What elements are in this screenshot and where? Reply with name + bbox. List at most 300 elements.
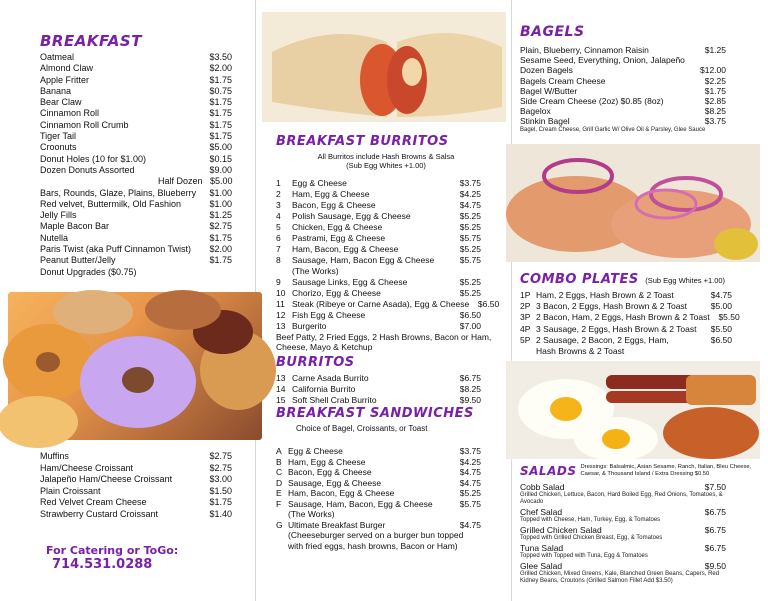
menu-item-row (40, 154, 232, 165)
menu-item-desc: Topped with Cheese, Ham, Turkey, Egg, & Tomatoes (520, 517, 661, 523)
menu-item-label: Ham, 2 Eggs, Hash Brown & 2 Toast (536, 290, 674, 300)
combo-item-5-cont: Hash Browns & 2 Toast (536, 346, 625, 357)
menu-item-price: $1.75 (209, 497, 232, 508)
menu-item-row (40, 199, 232, 210)
menu-item-name (520, 65, 573, 75)
combo-header (520, 270, 725, 288)
menu-item-name (520, 96, 664, 106)
bagels-list (520, 45, 726, 127)
menu-item-name (40, 131, 76, 142)
menu-item-label: Jalapeño Ham/Cheese Croissant (40, 474, 173, 485)
menu-item-name (40, 154, 146, 165)
breakfast-burritos-list (276, 178, 500, 352)
menu-item-name (276, 321, 327, 332)
menu-item-label: Egg & Cheese (288, 446, 343, 456)
menu-item-price: $7.00 (459, 321, 481, 331)
menu-item-label: Bear Claw (40, 97, 82, 108)
menu-item-label: Ham, Egg & Cheese (288, 456, 366, 467)
menu-item-price: $1.40 (209, 508, 232, 519)
menu-item-label: Nutella (40, 232, 69, 243)
menu-item-label: Muffins (40, 451, 69, 461)
menu-item-name (40, 486, 101, 498)
menu-item-label: California Burrito (292, 384, 356, 394)
menu-item-row (276, 233, 481, 244)
menu-item-row (40, 165, 232, 176)
menu-item-desc: Topped with Grilled Chicken Breast, Egg, & Tomatoes (520, 535, 663, 541)
menu-item-name (520, 86, 577, 96)
menu-item-number: E (276, 488, 282, 498)
menu-item-price: $2.75 (209, 221, 232, 232)
menu-item-name (520, 301, 687, 312)
menu-item-name (40, 63, 93, 74)
menu-item-label: Tuna Salad (520, 543, 564, 553)
menu-item-name (40, 199, 181, 210)
menu-item-row (276, 384, 481, 395)
menu-item-row (276, 446, 481, 457)
menu-item-label: Half Dozen (158, 176, 203, 187)
menu-item-price: $2.85 (704, 96, 726, 107)
menu-item-price: $3.00 (209, 474, 232, 485)
menu-item-price (451, 509, 481, 520)
menu-item-label: Ham/Cheese Croissant (40, 462, 134, 473)
menu-item-price: $6.50 (459, 310, 481, 320)
menu-item-number: 14 (276, 384, 286, 394)
menu-item-row (40, 142, 232, 153)
menu-item-row (276, 509, 481, 520)
menu-item-price (451, 266, 481, 277)
menu-item-label: Dozen Donuts Assorted (40, 164, 135, 175)
breakfast-heading: BREAKFAST (40, 32, 142, 50)
menu-item-price: $9.50 (704, 561, 726, 571)
menu-item-row (276, 310, 481, 321)
menu-item-price: $5.75 (459, 498, 481, 509)
menu-item-number: B (276, 456, 282, 467)
menu-item-price: $1.50 (209, 485, 232, 496)
menu-item-label: Tiger Tail (40, 131, 77, 142)
menu-item-price: $6.75 (704, 507, 726, 517)
menu-item-row (276, 299, 500, 310)
burritos-note-2: (Sub Egg Whites +1.00) (346, 161, 426, 170)
menu-item-label: Chorizo, Egg & Cheese (292, 288, 381, 298)
menu-item-price: $2.75 (209, 451, 232, 461)
menu-item-row (276, 321, 481, 332)
menu-item-label: 3 Sausage, 2 Eggs, Hash Brown & 2 Toast (536, 323, 697, 334)
combo-photo (506, 361, 760, 459)
menu-item-price: $5.25 (459, 244, 481, 254)
menu-item-label: Sausage, Ham, Bacon, Egg & Cheese (288, 498, 433, 509)
middle-panel (256, 0, 512, 601)
menu-item-label: Plain Croissant (40, 485, 101, 496)
menu-item-price: $1.75 (209, 131, 232, 142)
menu-item-row (276, 189, 481, 200)
menu-item-number: G (276, 519, 283, 530)
menu-item-label: Croonuts (40, 142, 77, 153)
menu-item-name (520, 525, 602, 535)
menu-item-price: $4.25 (459, 189, 481, 199)
menu-item-label: Donut Upgrades ($0.75) (40, 266, 137, 277)
salads-dressings: Dressings: Balsalmic, Asian Sesame, Ranch, Italian, Bleu Cheese, Caesar, & Thousand Island / Extra Dressing $0.50 (580, 464, 752, 477)
menu-item-label: Side Cream Cheese (2oz) $0.85 (8oz) (520, 96, 664, 107)
salads-header (520, 464, 752, 478)
menu-item-label: Paris Twist (aka Puff Cinnamon Twist) (40, 244, 192, 255)
menu-item-label: Maple Bacon Bar (40, 221, 110, 232)
menu-item-row (40, 188, 232, 199)
catering-phone[interactable]: 714.531.0288 (52, 557, 153, 572)
menu-item-row (40, 497, 232, 509)
menu-item-row (276, 200, 481, 211)
menu-item-name (520, 55, 685, 65)
menu-item-desc: Topped with Topped with Tuna, Egg & Tomatoes (520, 553, 648, 559)
menu-item-label: Soft Shell Crab Burrito (292, 395, 377, 405)
menu-item-name (40, 497, 147, 509)
menu-item-label: Chef Salad (520, 507, 563, 517)
salads-heading: SALADS (520, 464, 577, 478)
menu-item-name (276, 395, 377, 406)
menu-item-row (40, 451, 232, 463)
menu-item-number: 5 (276, 222, 281, 232)
menu-item-row (520, 96, 726, 106)
menu-item-number: 4 (276, 211, 281, 221)
menu-item-name (40, 244, 191, 255)
menu-item-name (276, 467, 372, 478)
menu-item-name (276, 499, 433, 510)
menu-item-price: $1.75 (209, 119, 232, 130)
menu-item-name (40, 474, 172, 486)
menu-item-number: 2 (276, 189, 281, 199)
menu-item-label: Glee Salad (520, 561, 563, 571)
menu-item-row (276, 244, 481, 255)
menu-item-number: 11 (276, 299, 285, 309)
combo-note: (Sub Egg Whites +1.00) (645, 276, 726, 285)
menu-item-row (40, 233, 232, 244)
menu-item-row (40, 255, 232, 266)
menu-item-number: 6 (276, 233, 281, 243)
menu-item-label: Strawberry Custard Croissant (40, 508, 159, 519)
right-panel (512, 0, 768, 601)
menu-item-name (40, 451, 69, 463)
sandwiches-list (276, 446, 481, 551)
menu-item-row (276, 255, 481, 266)
menu-item-name (40, 86, 71, 97)
menu-item-number: 13 (276, 321, 286, 331)
menu-item-label: Steak (Ribeye or Carne Asada), Egg & Cheese (292, 299, 470, 309)
menu-item-row (40, 75, 232, 86)
menu-item-label: Plain, Blueberry, Cinnamon Raisin (520, 45, 649, 55)
menu-item-row (40, 210, 232, 221)
menu-item-price: $9.50 (459, 395, 481, 405)
menu-item-price: $1.75 (704, 85, 726, 96)
menu-item-name (276, 488, 394, 499)
menu-item-row (276, 178, 481, 189)
burrito-photo (262, 12, 506, 122)
menu-item-price (202, 267, 232, 278)
menu-item-row (520, 86, 726, 96)
menu-item-label: 2 Bacon, Ham, 2 Eggs, Hash Brown & 2 Toast (536, 312, 710, 323)
menu-item-name (520, 543, 563, 553)
menu-item-name (520, 290, 674, 301)
menu-item-name (276, 211, 411, 222)
left-panel (0, 0, 255, 601)
menu-item-price: $1.00 (209, 198, 232, 209)
menu-item-name (40, 52, 74, 63)
burritos-note (286, 152, 486, 170)
menu-item-label: Sausage, Ham, Bacon Egg & Cheese (292, 255, 435, 265)
menu-item-row (520, 76, 726, 86)
menu-item-name (520, 335, 669, 346)
menu-item-label: Egg & Cheese (292, 178, 347, 188)
menu-item-label: Bars, Rounds, Glaze, Plains, Blueberry (40, 187, 197, 198)
stinkin-desc: Bagel, Cream Cheese, Grill Garlic W/ Olive Oil & Parsley, Glee Sauce (520, 127, 706, 133)
menu-item-price: $6.75 (459, 373, 481, 383)
menu-item-number: 8 (276, 255, 281, 265)
menu-item-name (40, 108, 99, 119)
sandwiches-note: Choice of Bagel, Croissants, or Toast (296, 424, 428, 433)
menu-item-row (276, 467, 481, 478)
burritos-note-1: All Burritos include Hash Browns & Salsa (317, 152, 455, 161)
menu-item-price: $5.75 (459, 255, 481, 265)
menu-item-label: Stinkin Bagel (520, 116, 570, 127)
menu-item-price: $5.50 (718, 312, 740, 323)
burritos-heading: BURRITOS (276, 355, 355, 370)
menu-item-label: Ham, Bacon, Egg & Cheese (292, 244, 399, 254)
menu-item-label: Pastrami, Egg & Cheese (292, 233, 386, 243)
menu-item-name (276, 255, 434, 266)
menu-item-row (40, 108, 232, 119)
menu-item-price: $6.75 (704, 543, 726, 553)
menu-item-row (520, 301, 732, 312)
menu-item-label: Sausage Links, Egg & Cheese (292, 277, 408, 287)
menu-item-label: Bagelox (520, 106, 551, 117)
menu-item-label: Carne Asada Burrito (292, 373, 369, 383)
menu-item-row (520, 106, 726, 116)
menu-item-desc: Grilled Chicken, Mixed Greens, Kale, Blanched Green Beans, Capers, Red Kidney Beans, Croutons (Grilled Salmon Fillet Add $3.50) (520, 571, 720, 584)
menu-item-label: Ultimate Breakfast Burger (288, 519, 386, 530)
menu-item-price: $5.50 (710, 323, 732, 334)
menu-item-price: $5.75 (459, 233, 481, 243)
menu-item-label: Fish Egg & Cheese (292, 310, 366, 320)
menu-item-name (276, 509, 335, 520)
menu-item-name (520, 561, 562, 571)
menu-item-price: $6.50 (477, 299, 500, 309)
menu-item-price: $1.75 (209, 74, 232, 85)
menu-item-price: $0.15 (209, 153, 232, 164)
menu-item-price: $5.25 (459, 222, 481, 232)
menu-item-number: 4P (520, 323, 531, 334)
menu-item-name (276, 299, 469, 310)
burger-desc: with fried eggs, hash browns, Bacon or Ham) (288, 540, 458, 551)
menu-item-row (520, 290, 732, 301)
menu-item-name (520, 324, 697, 335)
menu-item-name (276, 266, 339, 277)
menu-item-row (276, 266, 481, 277)
menu-item-price: $2.00 (209, 244, 232, 255)
menu-item-row (40, 509, 232, 521)
menu-item-row (276, 457, 481, 468)
combo-list (520, 290, 740, 357)
menu-item-number: 3 (276, 200, 281, 210)
burgerito-desc: Cheese, Mayo & Ketchup (276, 342, 373, 352)
menu-item-row (40, 63, 232, 74)
menu-item-row (40, 244, 232, 255)
menu-item-row (40, 52, 232, 63)
catering-label: For Catering or ToGo: (46, 544, 179, 557)
menu-item-label: Bacon, Egg & Cheese (292, 200, 376, 210)
burgerito-desc: Beef Patty, 2 Fried Eggs, 2 Hash Browns, Bacon or Ham, (276, 332, 492, 342)
menu-item-row (276, 277, 481, 288)
menu-item-number: 7 (276, 244, 281, 254)
menu-item-row (520, 561, 726, 571)
menu-item-name (276, 233, 385, 244)
menu-item-row (40, 131, 232, 142)
menu-item-name (276, 189, 369, 200)
menu-item-label: Almond Claw (40, 63, 94, 74)
menu-item-price: $1.75 (209, 255, 232, 266)
menu-item-name (520, 312, 710, 323)
menu-item-number: 9 (276, 277, 281, 287)
sandwiches-heading: BREAKFAST SANDWICHES (276, 406, 474, 421)
menu-item-name (40, 267, 137, 278)
menu-item-name (40, 176, 203, 187)
menu-item-price (696, 55, 726, 65)
menu-item-number: 2P (520, 301, 531, 312)
menu-item-row (276, 478, 481, 489)
menu-item-label: Burgerito (292, 321, 327, 331)
menu-item-label: (The Works) (288, 509, 335, 519)
menu-item-price: $0.75 (209, 85, 232, 96)
menu-item-label: Oatmeal (40, 52, 75, 62)
menu-item-label: Peanut Butter/Jelly (40, 255, 116, 266)
menu-item-price: $6.50 (710, 334, 732, 345)
menu-item-price: $5.00 (710, 301, 732, 312)
menu-item-name (40, 142, 77, 153)
menu-item-row (276, 395, 481, 406)
menu-item-price: $4.75 (459, 200, 481, 210)
menu-item-row (40, 267, 232, 278)
menu-item-name (40, 97, 82, 108)
menu-item-row (520, 525, 726, 535)
menu-item-row (276, 520, 481, 531)
menu-item-number: D (276, 477, 283, 488)
menu-item-label: Sesame Seed, Everything, Onion, Jalapeño (520, 55, 685, 66)
menu-item-row (520, 324, 732, 335)
menu-item-number: 1P (520, 290, 531, 300)
menu-item-name (40, 221, 109, 232)
menu-item-label: 2 Sausage, 2 Bacon, 2 Eggs, Ham, (536, 334, 669, 345)
menu-item-price: $1.75 (209, 97, 232, 108)
menu-item-name (520, 116, 570, 126)
menu-item-row (520, 507, 726, 517)
menu-item-row (40, 486, 232, 498)
menu-item-name (276, 222, 382, 233)
menu-item-label: Red Velvet Cream Cheese (40, 497, 147, 508)
salads-list (520, 482, 726, 586)
menu-item-price: $3.75 (704, 116, 726, 127)
menu-item-label: Cinnamon Roll (40, 108, 100, 119)
menu-item-price: $4.75 (459, 477, 481, 488)
menu-item-name (520, 76, 606, 86)
menu-item-price: $8.25 (459, 384, 481, 394)
menu-item-label: Cobb Salad (520, 482, 565, 492)
menu-item-price: $1.00 (209, 187, 232, 198)
menu-item-row (276, 222, 481, 233)
menu-item-price: $2.00 (209, 63, 232, 74)
menu-item-price: $3.75 (459, 446, 481, 456)
menu-item-label: Chicken, Egg & Cheese (292, 222, 383, 232)
menu-item-number: F (276, 498, 282, 509)
breakfast-burritos-heading: BREAKFAST BURRITOS (276, 134, 449, 149)
menu-item-name (520, 507, 562, 517)
menu-item-row (276, 373, 481, 384)
menu-item-label: Dozen Bagels (520, 65, 573, 76)
menu-item-name (276, 277, 407, 288)
menu-item-row (520, 335, 732, 346)
menu-item-row (520, 45, 726, 55)
menu-item-price: $3.75 (459, 178, 481, 188)
breakfast-list (40, 52, 232, 278)
menu-item-name (276, 520, 385, 531)
menu-item-price: $12.00 (700, 65, 726, 76)
menu-item-name (276, 244, 398, 255)
menu-item-label: Cinnamon Roll Crumb (40, 119, 129, 130)
menu-item-name (520, 106, 551, 116)
menu-item-name (276, 200, 376, 211)
catering-line (46, 544, 255, 572)
menu-item-number: 3P (520, 312, 531, 323)
menu-item-name (520, 482, 564, 492)
bagels-heading: BAGELS (520, 24, 585, 40)
menu-item-label: Donut Holes (10 for $1.00) (40, 153, 147, 164)
burritos-list (276, 373, 481, 406)
menu-item-price: $5.25 (459, 288, 481, 298)
menu-item-row (276, 499, 481, 510)
menu-item-name (40, 188, 196, 199)
menu-item-number: A (276, 446, 282, 456)
menu-item-price: $6.75 (704, 525, 726, 535)
menu-item-row (520, 482, 726, 492)
donuts-photo (8, 292, 262, 440)
menu-item-price: $5.25 (459, 488, 481, 498)
menu-item-desc: Grilled Chicken, Lettuce, Bacon, Hard Boiled Egg, Red Onions, Tomatoes, & Avocado (520, 492, 723, 505)
menu-item-price: $3.50 (209, 52, 232, 62)
menu-item-name (40, 233, 68, 244)
menu-item-label: Banana (40, 85, 72, 96)
menu-item-number: 1 (276, 178, 281, 188)
menu-item-number: 10 (276, 288, 286, 298)
menu-item-row (40, 221, 232, 232)
menu-item-label: Ham, Bacon, Egg & Cheese (288, 488, 395, 498)
menu-item-label: Bagel W/Butter (520, 85, 578, 96)
burger-desc: (Cheeseburger served on a burger bun topped (288, 530, 464, 540)
menu-item-name (40, 463, 133, 475)
menu-item-label: Red velvet, Buttermilk, Old Fashion (40, 198, 182, 209)
menu-item-price: $4.75 (459, 519, 481, 530)
menu-item-label: Jelly Fills (40, 210, 77, 221)
menu-item-label: 3 Bacon, 2 Eggs, Hash Brown & 2 Toast (536, 301, 688, 312)
menu-item-number: C (276, 467, 283, 477)
menu-item-row (520, 65, 726, 75)
menu-item-number: 5P (520, 334, 531, 345)
menu-item-name (40, 255, 116, 266)
menu-item-label: Bacon, Egg & Cheese (288, 467, 372, 477)
menu-item-label: Ham, Egg & Cheese (292, 189, 370, 199)
menu-item-row (276, 211, 481, 222)
menu-item-price: $5.25 (459, 211, 481, 221)
menu-item-row (40, 474, 232, 486)
menu-item-price: $7.50 (704, 482, 726, 492)
menu-item-name (276, 178, 347, 189)
menu-item-name (276, 384, 355, 395)
menu-item-name (520, 45, 649, 55)
